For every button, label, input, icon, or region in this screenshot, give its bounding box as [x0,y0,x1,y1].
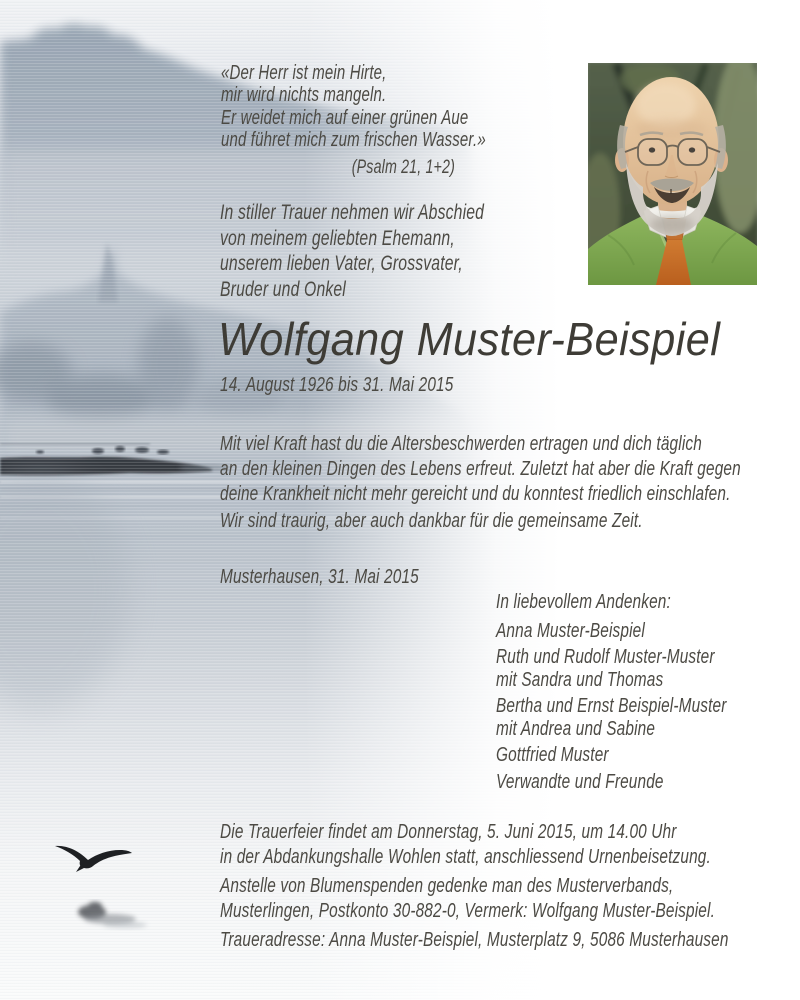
gratitude-line: Wir sind traurig, aber auch dankbar für die gemeinsame Zeit. [220,509,643,532]
deceased-name: Wolfgang Muster-Beispiel [218,313,721,365]
tribute-line: deine Krankheit nicht mehr gereicht und du konntest friedlich einschlafen. [220,482,731,505]
funeral-line: Musterlingen, Postkonto 30-882-0, Vermerk: Wolfgang Muster-Beispiel. [220,899,715,922]
mourner-line: mit Andrea und Sabine [496,716,656,740]
intro-line: von meinem geliebten Ehemann, [220,226,455,250]
place-date-line: Musterhausen, 31. Mai 2015 [220,565,419,588]
funeral-line: Die Trauerfeier findet am Donnerstag, 5. Juni 2015, um 14.00 Uhr [220,820,677,843]
psalm-line: mir wird nichts mangeln. [221,84,387,107]
tribute-paragraph [220,431,741,506]
tribute-line: an den kleinen Dingen des Lebens erfreut. Zuletzt hat aber die Kraft gegen [220,457,741,480]
mourner-line: Bertha und Ernst Beispiel-Muster [496,694,727,717]
mourner-line: Anna Muster-Beispiel [496,618,645,642]
intro-text [220,200,484,302]
funeral-line: Anstelle von Blumenspenden gedenke man des Musterverbands, [220,874,674,897]
funeral-details [220,819,729,952]
psalm-line: «Der Herr ist mein Hirte, [221,62,387,84]
mourner-line: Verwandte und Freunde [496,769,664,793]
mourner-line: Gottfried Muster [496,743,609,766]
funeral-line: in der Abdankungshalle Wohlen statt, anschliessend Urnenbeisetzung. [220,845,711,868]
tribute-line: Mit viel Kraft hast du die Altersbeschwerden ertragen und dich täglich [220,432,702,455]
mourners-list [496,591,727,793]
mourners-heading: In liebevollem Andenken: [496,590,671,613]
portrait-photo [588,63,757,285]
life-dates: 14. August 1926 bis 31. Mai 2015 [220,373,454,396]
psalm-line: Er weidet mich auf einer grünen Aue [221,106,469,129]
funeral-line: Traueradresse: Anna Muster-Beispiel, Musterplatz 9, 5086 Musterhausen [220,928,729,951]
intro-line: In stiller Trauer nehmen wir Abschied [220,201,485,224]
intro-line: Bruder und Onkel [220,277,346,301]
psalm-quote [221,62,486,179]
psalm-reference: (Psalm 21, 1+2) [351,156,455,178]
mourner-line: Ruth und Rudolf Muster-Muster [496,645,715,668]
psalm-line: und führet mich zum frischen Wasser.» [221,129,486,152]
mourner-line: mit Sandra und Thomas [496,667,664,691]
intro-line: unserem lieben Vater, Grossvater, [220,252,463,275]
